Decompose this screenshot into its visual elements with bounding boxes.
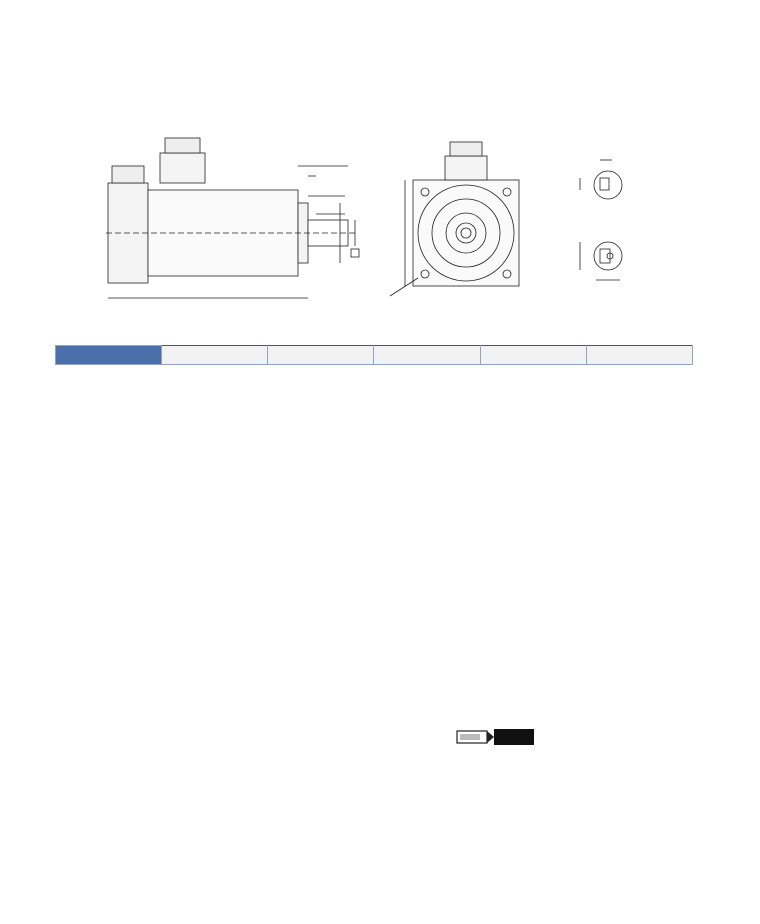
note-badge — [456, 726, 536, 748]
tn-curves — [0, 798, 760, 924]
column-header — [268, 346, 374, 365]
column-header — [162, 346, 268, 365]
dimension-spec-table — [55, 345, 693, 365]
model-header — [56, 346, 162, 365]
column-header — [374, 346, 480, 365]
motor-dimension-drawing — [100, 128, 660, 328]
table-header-row — [56, 346, 693, 365]
column-header — [480, 346, 586, 365]
column-header — [586, 346, 692, 365]
